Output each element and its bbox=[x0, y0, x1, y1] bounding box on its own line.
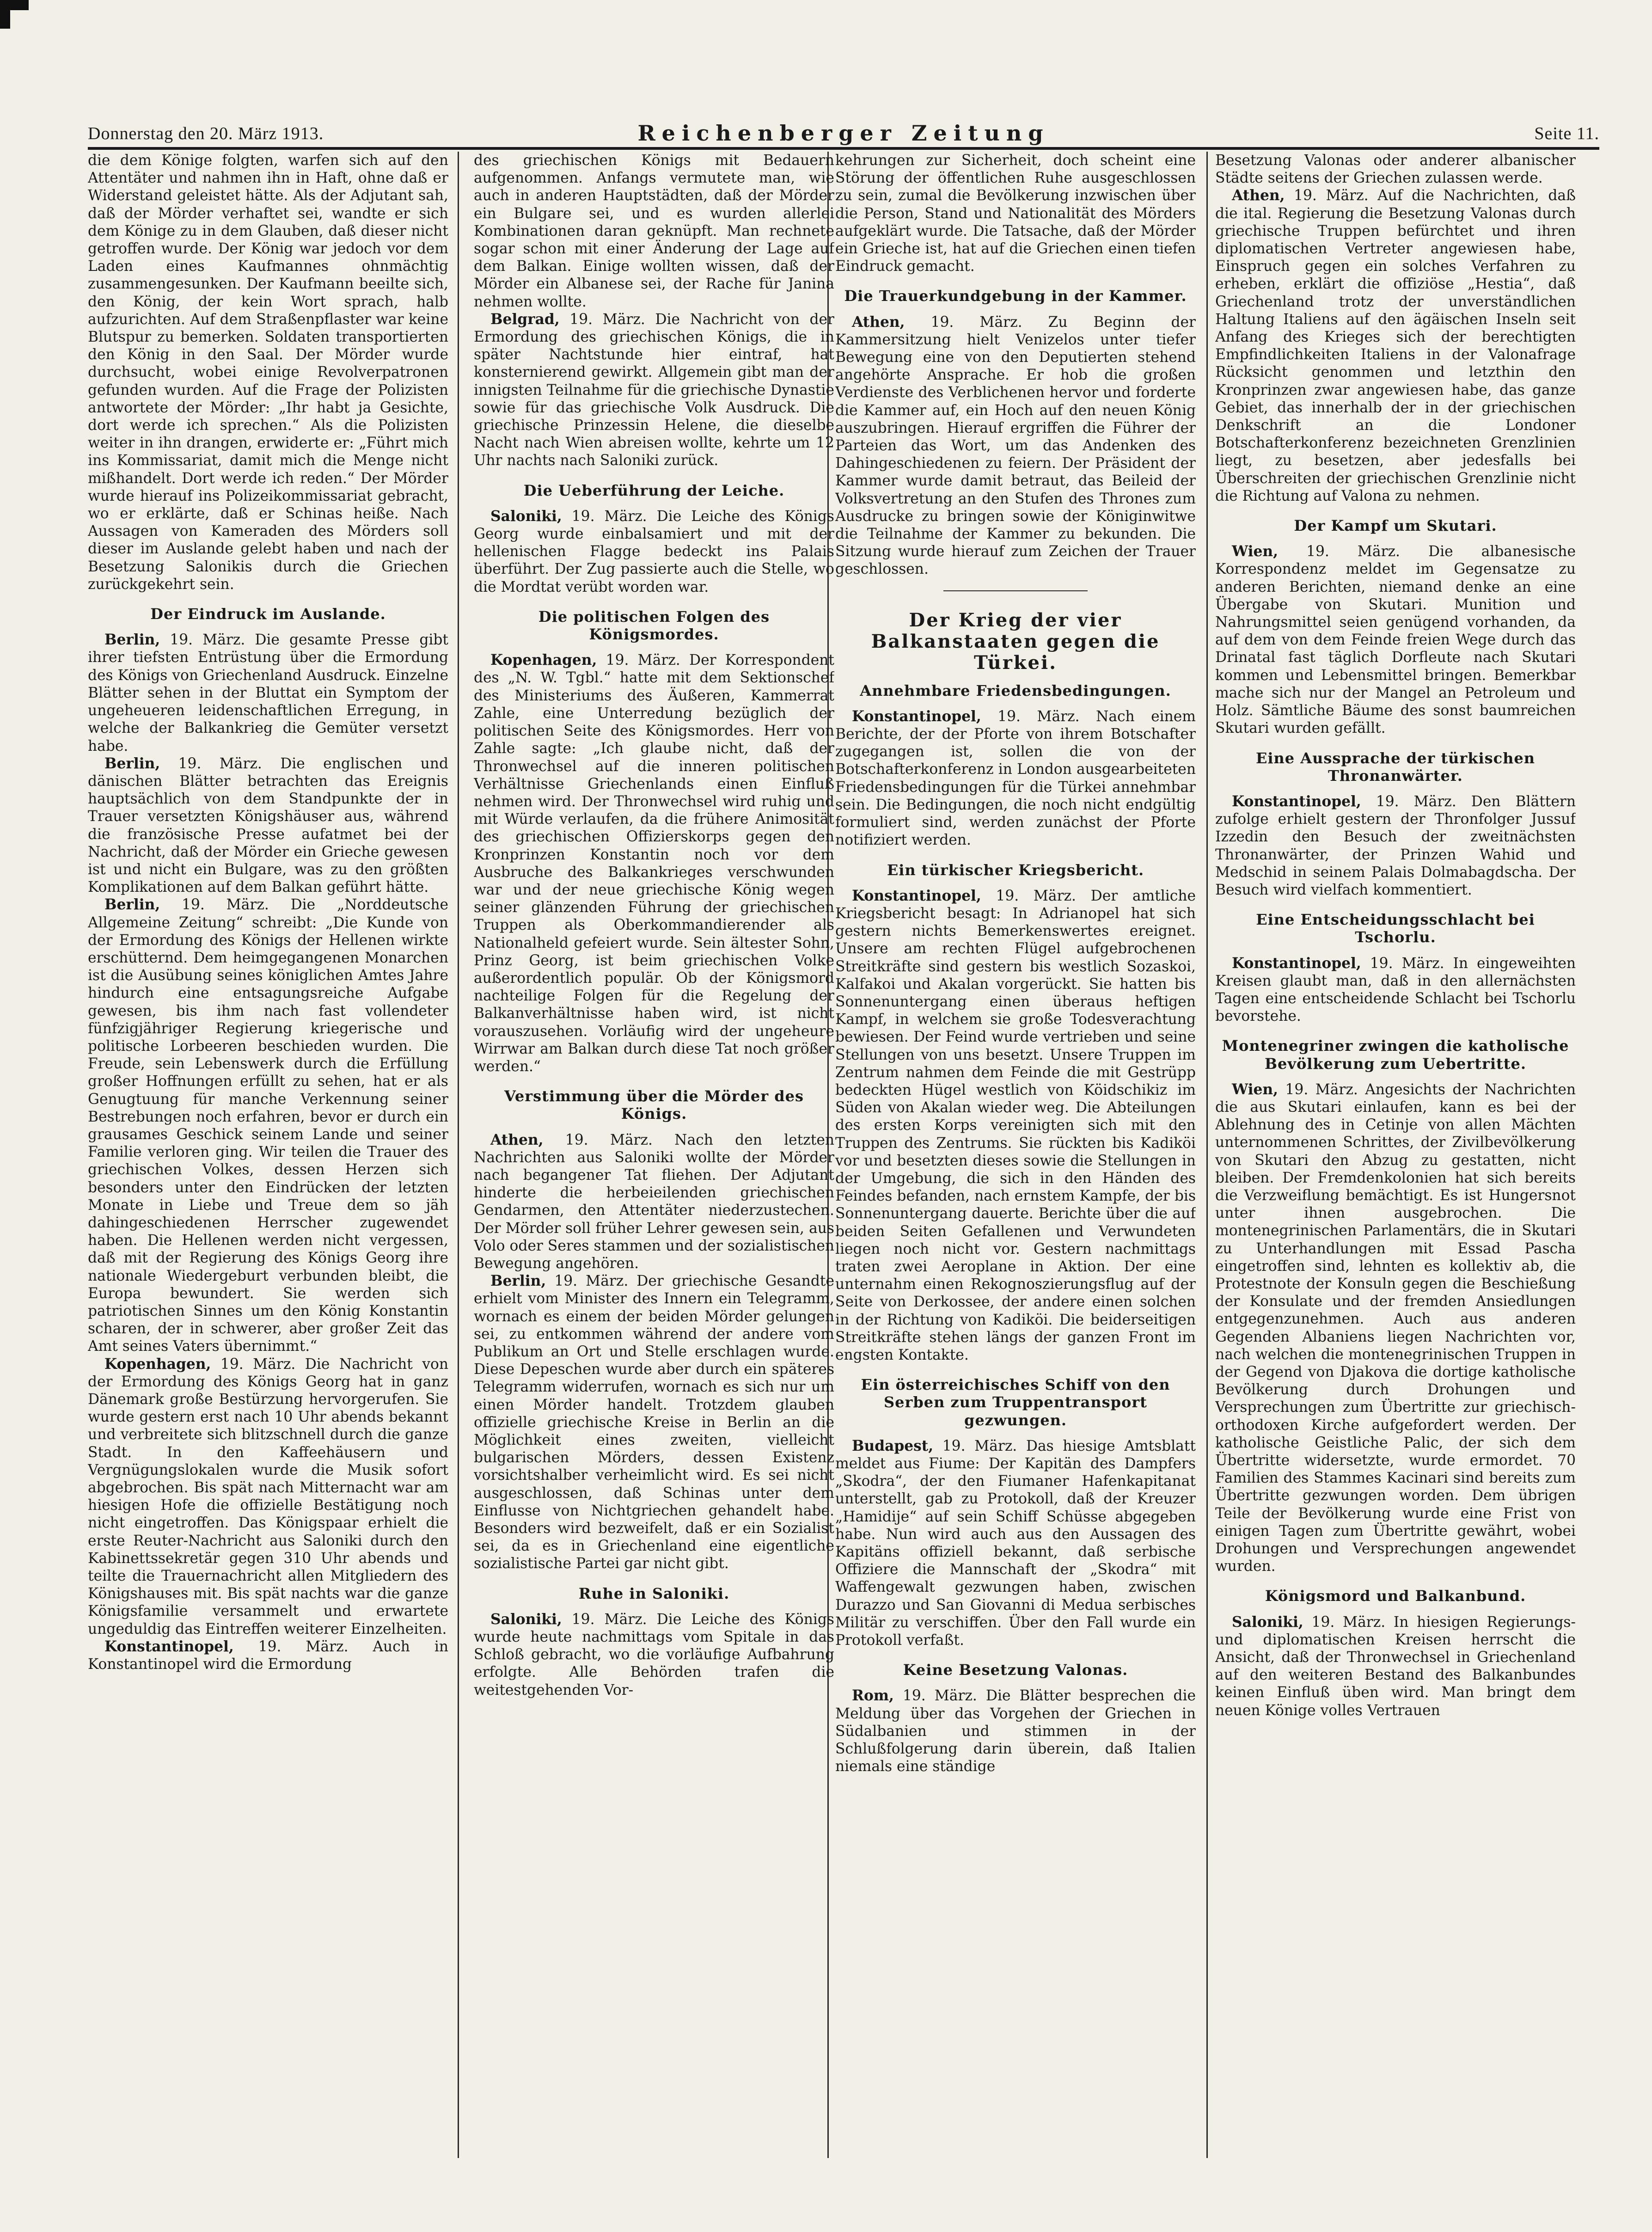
article-paragraph bbox=[835, 313, 1196, 578]
paragraph-text: 19. März. In hiesigen Regierungs- und diplomatischen Kreisen herrscht die Ansicht, daß der Thronwechsel in Griechenland auf den weiteren Bestand des Balkanbundes keinen Einfluß üben wird. Man bringt dem neuen Könige volles Vertrauen bbox=[1215, 1613, 1576, 1719]
text-column-1 bbox=[88, 152, 448, 2223]
article-headline: Ein türkischer Kriegsbericht. bbox=[887, 861, 1144, 879]
dateline-place: Athen, bbox=[1232, 187, 1285, 204]
section-divider bbox=[943, 590, 1088, 591]
dateline-place: Kopenhagen, bbox=[104, 1355, 211, 1373]
column-rule bbox=[1206, 152, 1208, 2158]
article-paragraph bbox=[835, 708, 1196, 849]
dateline-place: Berlin, bbox=[104, 755, 160, 772]
paragraph-text: 19. März. Angesichts der Nachrichten die aus Skutari einlaufen, kann es bei der Ablehnung des in Cetinje von allen Mächten unternommenen Schrittes, der Zivilbevölkerung von Skutari den Abzug zu gestatten, nicht bleiben. Der Fremdenkolonien hat sich bereits die Verzweiflung bemächtigt. Es ist Hungersnot unter ihnen ausgebrochen. Die montenegrinischen Parlamentärs, die in Skutari zu Unterhandlungen mit Essad Pascha eingetroffen sind, lehnten es kollektiv ab, die Protestnote der Konsuln gegen die Beschießung der Konsulate und der fremden Ansiedlungen entgegenzunehmen. Auch aus anderen Gegenden Albaniens liegen Nachrichten vor, nach welchen die montenegrinischen Truppen in der Gegend von Djakova die dortige katholische Bevölkerung durch Drohungen und Versprechungen zum Übertritte zur griechisch-orthodoxen Kirche aufgefordert werden. Der katholische Geistliche Palic, der sich dem Übertritte widersetzte, wurde ermordet. 70 Familien des Stammes Kacinari sind bereits zum Übertritte gezwungen worden. Dem übrigen Teile der Bevölkerung wurde eine Frist von einigen Tagen zum Übertritte gewährt, wobei Drohungen und Versprechungen angewendet wurden. bbox=[1215, 1081, 1576, 1575]
dateline-place: Budapest, bbox=[852, 1437, 934, 1454]
paragraph-text: Besetzung Valonas oder anderer albanischer Städte seitens der Griechen zulassen werde. bbox=[1215, 152, 1576, 187]
dateline-place: Athen, bbox=[490, 1131, 544, 1148]
article-headline: Verstimmung über die Mörder des Königs. bbox=[504, 1087, 804, 1123]
article-paragraph bbox=[1215, 543, 1576, 737]
article-paragraph bbox=[1215, 955, 1576, 1025]
article-paragraph bbox=[835, 887, 1196, 1364]
paragraph-text: 19. März. Die gesamte Presse gibt ihrer tiefsten Entrüstung über die Ermordung des Königs von Griechenland Ausdruck. Einzelne Blätter sehen in der Bluttat ein Symptom der ungeheueren leidenschaftlichen Erregung, in welche der Balkankrieg die Gemüter versetzt habe. bbox=[88, 632, 448, 754]
text-column-3 bbox=[835, 152, 1196, 2223]
paragraph-text: 19. März. Nach einem Berichte, der der Pforte von ihrem Botschafter zugegangen ist, sollen die von der Botschafterkonferenz in London ausgearbeiteten Friedensbedingungen für die Türkei annehmbar sein. Die Bedingungen, die noch nicht endgültig formuliert sind, werden zunächst der Pforte notifiziert werden. bbox=[835, 708, 1196, 849]
dateline-place: Wien, bbox=[1232, 1081, 1279, 1098]
article-headline: Der Kampf um Skutari. bbox=[1294, 517, 1497, 535]
dateline-place: Konstantinopel, bbox=[104, 1638, 234, 1655]
article-paragraph bbox=[835, 1687, 1196, 1775]
dateline-place: Konstantinopel, bbox=[1232, 793, 1361, 810]
paragraph-text: des griechischen Königs mit Bedauern aufgenommen. Anfangs vermutete man, wie auch in anderen Hauptstädten, daß der Mörder ein Bulgare sei, und es wurden allerlei Kombinationen daran geknüpft. Man rechnete sogar schon mit einer Änderung der Lage auf dem Balkan. Einige wollten wissen, daß der Mörder ein Albanese sei, der Rache für Janina nehmen wollte. bbox=[474, 152, 834, 310]
article-headline: Die Ueberführung der Leiche. bbox=[523, 481, 785, 499]
article-headline: Ein österreichisches Schiff von den Serben zum Truppentransport gezwungen. bbox=[861, 1376, 1170, 1429]
paragraph-text: 19. März. Nach den letzten Nachrichten aus Saloniki wollte der Mörder nach begangener Tat fliehen. Der Adjutant hinderte die herbeieilenden griechischen Gendarmen, den Attentäter niederzustechen. Der Mörder soll früher Lehrer gewesen sein, aus Volo oder Seres stammen und der sozialistischen Bewegung angehören. bbox=[474, 1131, 834, 1272]
paragraph-text: 19. März. Der Korrespondent des „N. W. Tgbl.“ hatte mit dem Sektionschef des Ministeriums des Äußeren, Kammerrat Zahle, eine Unterredung bezüglich der politischen Seite des Königsmordes. Herr von Zahle sagte: „Ich glaube nicht, daß der Thronwechsel auf die inneren politischen Verhältnisse Griechenlands einen Einfluß nehmen wird. Der Thronwechsel wird ruhig und mit Würde verlaufen, da die frühere Animosität des griechischen Offizierskorps gegen den Kronprinzen Konstantin noch vor dem Ausbruche des Balkankrieges verschwunden war und der neue griechische König wegen seiner glänzenden Führung der griechischen Truppen als Oberkommandierender als Nationalheld gefeiert wurde. Sein ältester Sohn, Prinz Georg, ist beim griechischen Volke außerordentlich populär. Ob der Königsmord nachteilige Folgen für die Regelung der Balkanverhältnisse haben wird, ist nicht vorauszusehen. Vorläufig wird der ungeheure Wirrwar am Balkan durch diese Tat noch größer werden.“ bbox=[474, 652, 834, 1075]
article-paragraph bbox=[1215, 187, 1576, 505]
page-header bbox=[88, 118, 1599, 150]
article-paragraph bbox=[474, 311, 834, 470]
column-rule bbox=[458, 152, 459, 2158]
dateline-place: Kopenhagen, bbox=[490, 652, 597, 669]
article-paragraph bbox=[474, 508, 834, 596]
paragraph-text: 19. März. Die „Norddeutsche Allgemeine Zeitung“ schreibt: „Die Kunde von der Ermordung des Königs der Hellenen wirkte erschütternd. Dem heimgegangenen Monarchen ist die Ausübung seines königlichen Amtes Jahre hindurch eine entsagungsreiche Aufgabe gewesen, bis ihm nach fast vollendeter fünfzigjähriger Regierung kriegerische und politische Lorbeeren beschieden wurden. Die Freude, sein Lebenswerk durch die Erfüllung großer Hoffnungen erfüllt zu sehen, hat er als Genugtuung für manche Verkennung seiner Bestrebungen noch erfahren, bevor er durch ein grausames Geschick seinem Lande und seiner Familie verloren ging. Wir teilen die Trauer des griechischen Volkes, dessen Herzen sich besonders unter den Eindrücken der letzten Monate in Liebe und Treue dem so jäh dahingeschiedenen Herrscher zugewendet haben. Die Hellenen werden nicht vergessen, daß mit der Regierung des Königs Georg ihre nationale Wiedergeburt verbunden bleibt, die Europa bewundert. Sie werden sich patriotischen Sinnes um den König Konstantin scharen, der in schwerer, aber großer Zeit das Amt seines Vaters übernimmt.“ bbox=[88, 896, 448, 1355]
paragraph-text: 19. März. Die Blätter besprechen die Meldung über das Vorgehen der Griechen in Südalbanien und stimmen in der Schlußfolgerung darin überein, daß Italien niemals eine ständige bbox=[835, 1687, 1196, 1775]
article-headline: Annehmbare Friedensbedingungen. bbox=[860, 681, 1171, 699]
article-paragraph bbox=[474, 152, 834, 311]
dateline-place: Konstantinopel, bbox=[852, 887, 981, 904]
article-paragraph bbox=[1215, 793, 1576, 899]
article-headline: Keine Besetzung Valonas. bbox=[903, 1661, 1128, 1679]
article-headline: Eine Entscheidungsschlacht bei Tschorlu. bbox=[1256, 911, 1535, 946]
paragraph-text: 19. März. Die Nachricht von der Ermordung des griechischen Königs, die in später Nachtstunde hier eintraf, hat konsternierend gewirkt. Allgemein gibt man der innigsten Teilnahme für die griechische Dynastie sowie für das griechische Volk Ausdruck. Die griechische Prinzessin Helene, die dieselbe Nacht nach Wien abreisen wollte, kehrte um 12 Uhr nachts nach Saloniki zurück. bbox=[474, 311, 834, 469]
article-paragraph bbox=[474, 1611, 834, 1699]
article-paragraph bbox=[1215, 1613, 1576, 1719]
article-paragraph bbox=[1215, 1081, 1576, 1576]
paragraph-text: kehrungen zur Sicherheit, doch scheint eine Störung der öffentlichen Ruhe ausgeschlossen zu sein, zumal die Bevölkerung inzwischen über die Person, Stand und Nationalität des Mörders aufgeklärt wurde. Die Tatsache, daß der Mörder ein Grieche ist, hat auf die Griechen einen tiefen Eindruck gemacht. bbox=[835, 152, 1196, 275]
paragraph-text: 19. März. In eingeweihten Kreisen glaubt man, daß in den allernächsten Tagen eine entscheidende Schlacht bei Tschorlu bevorstehe. bbox=[1215, 955, 1576, 1025]
paragraph-text: 19. März. Auf die Nachrichten, daß die ital. Regierung die Besetzung Valonas durch griechische Truppen befürchtet und ihren diplomatischen Vertreter angewiesen habe, Einspruch gegen ein solches Verfahren zu erheben, erklärt die offiziöse „Hestia“, daß Griechenland trotz der unverständlichen Haltung Italiens auf den ägäischen Inseln seit Anfang des Krieges sich der berechtigten Empfindlichkeiten Italiens in der Valonafrage Rücksicht genommen und letzthin den Kronprinzen zwar angewiesen habe, das ganze Gebiet, das innerhalb der in der griechischen Denkschrift an die Londoner Botschafterkonferenz bezeichneten Grenzlinien liegt, zu besetzen, aber jedesfalls bei Überschreiten der griechischen Grenzlinie nicht die Richtung auf Valona zu nehmen. bbox=[1215, 187, 1576, 504]
masthead-title: Reichenberger Zeitung bbox=[637, 121, 1050, 146]
article-paragraph bbox=[474, 651, 834, 1075]
paragraph-text: 19. März. Der amtliche Kriegsbericht besagt: In Adrianopel hat sich gestern nichts Bemerkenswertes ereignet. Unsere am rechten Flügel aufgebrochenen Streitkräfte sind gestern bis westlich Sozaskoi, Kalfakoi und Akalan vorgerückt. Sie hatten bis Sonnenuntergang einen überaus heftigen Kampf, in welchem sie große Todesverachtung bewiesen. Der Feind wurde vertrieben und seine Stellungen von uns besetzt. Unsere Truppen im Zentrum nahmen dem Feinde die mit Gestrüpp bedeckten Hügel westlich von Köidschikiz im Süden von Akalan wieder weg. Die Abteilungen des ersten Korps vereinigten sich mit den Truppen des Zentrums. Sie rückten bis Kadiköi vor und besetzten dieses sowie die Stellungen in der Umgebung, die sich in den Händen des Feindes befanden, nach ernstem Kampfe, der bis Sonnenuntergang dauerte. Berichte über die auf beiden Seiten Gefallenen und Verwundeten liegen noch nicht vor. Gestern nachmittags traten zwei Aeroplane in Aktion. Der eine unternahm einen Rekognoszierungsflug auf der Seite von Derkossee, der andere einen solchen in der Richtung von Kadiköi. Die beiderseitigen Streitkräfte stehen längs der ganzen Front im engsten Kontakte. bbox=[835, 887, 1196, 1363]
article-headline: Königsmord und Balkanbund. bbox=[1265, 1587, 1526, 1605]
paragraph-text: die dem Könige folgten, warfen sich auf den Attentäter und nahmen ihn in Haft, ohne daß er Widerstand geleistet hätte. Als der Adjutant sah, daß der Mörder verhaftet sei, wandte er sich dem Könige zu in dem Glauben, daß dieser nicht getroffen wurde. Der König war jedoch vor dem Laden eines Kaufmannes ohnmächtig zusammengesunken. Der Kaufmann beeilte sich, den König, der kein Wort sprach, halb aufzurichten. Auf dem Straßenpflaster war keine Blutspur zu bemerken. Soldaten transportierten den König in den Saal. Der Mörder wurde durchsucht, wobei einige Revolverpatronen gefunden wurden. Auf die Frage der Polizisten antwortete der Mörder: „Ihr habt ja Gesichte, dort werde ich sprechen.“ Als die Polizisten weiter in ihn drangen, erwiderte er: „Führt mich ins Kommissariat, damit mich die Menge nicht mißhandelt. Dort werde ich reden.“ Der Mörder wurde hierauf ins Polizeikommissariat gebracht, wo er erklärte, daß er Schinas heiße. Nach Aussagen von Kameraden des Mörders soll dieser im Auslande gelebt haben und nach der Besetzung Salonikis durch die Griechen zurückgekehrt sein. bbox=[88, 152, 448, 593]
paragraph-text: 19. März. Das hiesige Amtsblatt meldet aus Fiume: Der Kapitän des Dampfers „Skodra“, der den Fiumaner Hafenkapitanat unterstellt, gab zu Protokoll, daß der Kreuzer „Hamidije“ auf sein Schiff Schüsse abgegeben habe. Nun wird auch aus den Aussagen des Kapitäns offiziell bekannt, daß serbische Offiziere die Mannschaft der „Skodra“ mit Waffengewalt gezwungen haben, zwischen Durazzo und San Giovanni di Medua serbisches Militär zu verschiffen. Über den Fall wurde ein Protokoll verfaßt. bbox=[835, 1437, 1196, 1649]
text-column-4 bbox=[1215, 152, 1576, 2223]
article-paragraph bbox=[835, 1437, 1196, 1649]
frame-corner bbox=[0, 0, 10, 29]
dateline-place: Konstantinopel, bbox=[852, 708, 981, 725]
text-column-2 bbox=[474, 152, 834, 2223]
article-headline: Der Eindruck im Auslande. bbox=[150, 605, 386, 623]
article-headline: Montenegriner zwingen die katholische Bevölkerung zum Uebertritte. bbox=[1222, 1037, 1569, 1073]
article-headline: Eine Aussprache der türkischen Thronanwärter. bbox=[1255, 749, 1535, 785]
dateline-place: Berlin, bbox=[104, 632, 160, 649]
article-headline: Die politischen Folgen des Königsmordes. bbox=[538, 607, 770, 644]
article-paragraph bbox=[88, 1355, 448, 1638]
dateline-place: Berlin, bbox=[490, 1273, 546, 1290]
page-number: Seite 11. bbox=[1534, 124, 1599, 143]
article-paragraph bbox=[88, 631, 448, 754]
paragraph-text: 19. März. Auch in Konstantinopel wird die Ermordung bbox=[88, 1638, 448, 1673]
article-paragraph bbox=[88, 896, 448, 1355]
article-paragraph bbox=[88, 1638, 448, 1673]
dateline-place: Rom, bbox=[852, 1687, 894, 1705]
article-paragraph bbox=[88, 152, 448, 593]
article-paragraph bbox=[1215, 152, 1576, 187]
dateline-place: Wien, bbox=[1232, 543, 1279, 560]
dateline-place: Berlin, bbox=[104, 896, 160, 914]
paragraph-text: 19. März. Die Nachricht von der Ermordung des Königs Georg hat in ganz Dänemark große Bestürzung hervorgerufen. Sie wurde gestern erst nach 10 Uhr abends bekannt und verbreitete sich blitzschnell durch die ganze Stadt. In den Kaffeehäusern und Vergnügungslokalen wurde die Musik sofort abgebrochen. Bis spät nach Mitternacht war am hiesigen Hofe die offizielle Bestätigung noch nicht eingetroffen. Das Königspaar erhielt die erste Reuter-Nachricht aus Saloniki durch den Kabinettssekretär gegen 310 Uhr abends und teilte die Trauernachricht allen Mitgliedern des Königshauses mit. Bis spät nachts war die ganze Königsfamilie versammelt und erwartete ungeduldig das Eintreffen weiterer Einzelheiten. bbox=[88, 1355, 448, 1637]
article-headline: Ruhe in Saloniki. bbox=[578, 1584, 730, 1602]
dateline-place: Saloniki, bbox=[1232, 1613, 1303, 1631]
paragraph-text: 19. März. Die Leiche des Königs Georg wurde einbalsamiert und mit der hellenischen Flagge bedeckt ins Palais überführt. Der Zug passierte auch die Stelle, wo die Mordtat verübt worden war. bbox=[474, 508, 834, 595]
paragraph-text: 19. März. Den Blättern zufolge erhielt gestern der Thronfolger Jussuf Izzedin den Besuch der zweitnächsten Thronanwärter, der Prinzen Wahid und Medschid in seinem Palais Dolmabagdscha. Der Besuch wird vielfach kommentiert. bbox=[1215, 793, 1576, 898]
dateline-place: Saloniki, bbox=[490, 1611, 562, 1628]
article-paragraph bbox=[835, 152, 1196, 275]
paragraph-text: 19. März. Zu Beginn der Kammersitzung hielt Venizelos unter tiefer Bewegung eine von den Deputierten stehend angehörte Ansprache. Er hob die großen Verdienste des Verblichenen hervor und forderte die Kammer auf, ein Hoch auf den neuen König auszubringen. Hierauf ergriffen die Führer der Parteien das Wort, um das Andenken des Dahingeschiedenen zu feiern. Der Präsident der Kammer wurde damit betraut, das Beileid der Volksvertretung an den Stufen des Thrones zum Ausdrucke zu bringen sowie der Königinwitwe die Teilnahme der Kammer zu bekunden. Die Sitzung wurde hierauf zum Zeichen der Trauer geschlossen. bbox=[835, 313, 1196, 578]
dateline-place: Belgrad, bbox=[490, 311, 560, 328]
paragraph-text: 19. März. Die albanesische Korrespondenz meldet im Gegensatze zu anderen Berichten, niemand denke an eine Übergabe von Skutari. Munition und Nahrungsmittel seien genügend vorhanden, da auf dem von dem Feinde freien Wege durch das Drinatal fast täglich Dorfleute nach Skutari kommen und Lebensmittel bringen. Bemerkbar mache sich nur der Mangel an Petroleum und Holz. Sämtliche Bäume des sonst baumreichen Skutari wurden gefällt. bbox=[1215, 543, 1576, 737]
dateline-place: Konstantinopel, bbox=[1232, 955, 1361, 972]
paragraph-text: 19. März. Die Leiche des Königs wurde heute nachmittags vom Spitale in das Schloß gebracht, wo die vorläufige Aufbahrung erfolgte. Alle Behörden trafen die weitestgehenden Vor- bbox=[474, 1611, 834, 1699]
article-headline: Die Trauerkundgebung in der Kammer. bbox=[844, 287, 1187, 305]
article-paragraph bbox=[88, 755, 448, 896]
dateline-place: Saloniki, bbox=[490, 508, 562, 525]
article-headline: Der Krieg der vier Balkanstaaten gegen die Türkei. bbox=[871, 609, 1160, 674]
article-paragraph bbox=[474, 1131, 834, 1273]
issue-date: Donnerstag den 20. März 1913. bbox=[88, 124, 324, 143]
paragraph-text: 19. März. Die englischen und dänischen Blätter betrachten das Ereignis hauptsächlich von dem Standpunkte der in Trauer versetzten Königshäuser aus, während die französische Presse aufatmet bei der Nachricht, daß der Mörder ein Grieche gewesen ist und nicht ein Bulgare, was zu den größten Komplikationen auf dem Balkan geführt hätte. bbox=[88, 755, 448, 896]
article-paragraph bbox=[474, 1272, 834, 1572]
header-rule bbox=[88, 147, 1599, 150]
paragraph-text: 19. März. Der griechische Gesandte erhielt vom Minister des Innern ein Telegramm, wornach es einem der beiden Mörder gelungen sei, zu entkommen während der andere vom Publikum an Ort und Stelle erschlagen wurde. Diese Depeschen wurde aber durch ein späteres Telegramm widerrufen, wornach es sich nur um einen Mörder handelt. Trotzdem glauben offizielle griechische Kreise in Berlin an die Möglichkeit eines zweiten, vielleicht bulgarischen Mörders, dessen Existenz vorsichtshalber verheimlicht wird. Es sei nicht ausgeschlossen, daß Schinas unter dem Einflusse von Nichtgriechen gehandelt habe. Besonders wird bezweifelt, daß er ein Sozialist sei, da es in Griechenland eine eigentliche sozialistische Partei gar nicht gibt. bbox=[474, 1273, 834, 1572]
dateline-place: Athen, bbox=[852, 313, 905, 331]
